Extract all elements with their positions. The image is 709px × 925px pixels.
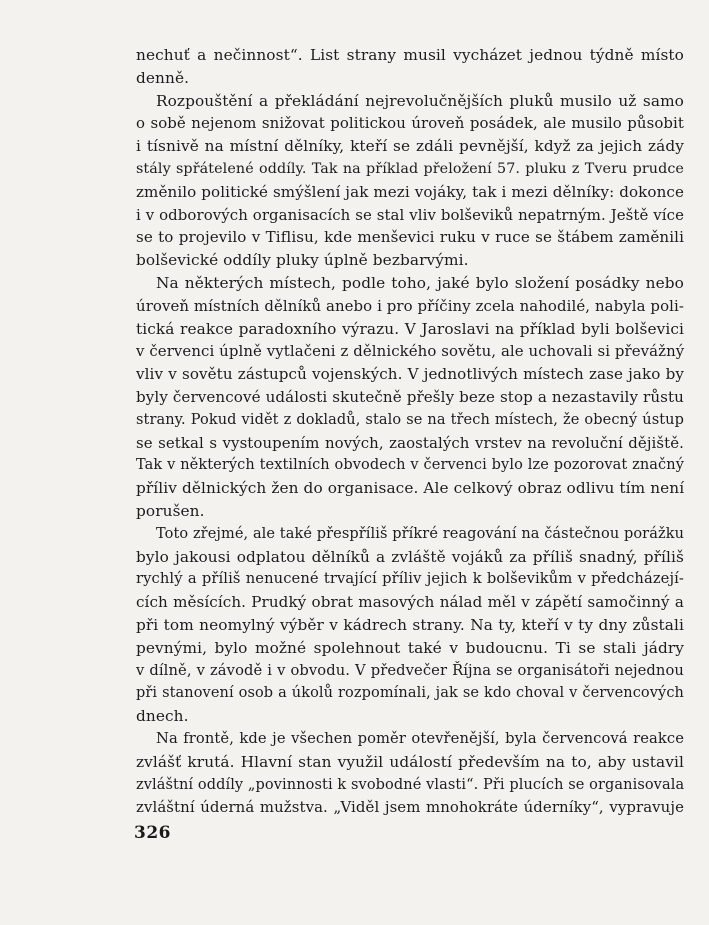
text-line: denně. <box>136 68 190 87</box>
text-line: pevnými, bylo možné spolehnout také v budoucnu. Ti se stali jádry <box>136 638 684 657</box>
text-line: vliv v sovětu zástupců vojenských. V jednotlivých místech zase jako by <box>136 365 684 384</box>
text-line: zvláštní oddíly „povinnosti k svobodné vlasti“. Při plucích se organisovala <box>136 776 685 793</box>
text-line: strany. Pokud vidět z dokladů, stalo se na třech místech, že obecný ústup <box>136 411 684 428</box>
text-line: rychlý a příliš nenucené trvající příliv jejich k bolševikům v předcházejí- <box>136 570 684 588</box>
text-line: o sobě nejenom snižovat politickou úroveň posádek, ale musilo působit <box>136 114 684 133</box>
text-line: Rozpouštění a překládání nejrevolučnějších pluků musilo už samo <box>156 91 684 110</box>
text-line: i v odborových organisacích se stal vliv bolševiků nepatrným. Ještě více <box>136 205 684 224</box>
text-line: stály spřátelené oddíly. Tak na příklad přeložení 57. pluku z Tveru prudce <box>136 160 684 177</box>
text-line: Tak v některých textilních obvodech v červenci bylo lze pozorovat značný <box>136 457 684 474</box>
text-line: porušen. <box>136 501 205 520</box>
text-line: cích měsících. Prudký obrat masových nálad měl v zápětí samočinný a <box>136 593 684 612</box>
text-line: při stanovení osob a úkolů rozpomínali, jak se kdo choval v červencových <box>136 685 684 702</box>
text-line: bylo jakousi odplatou dělníků a zvláště vojáků za příliš snadný, příliš <box>136 547 684 566</box>
text-line: změnilo politické smýšlení jak mezi vojáky, tak i mezi dělníky: dokonce <box>136 182 684 201</box>
text-line: při tom neomylný výběr v kádrech strany. Na ty, kteří v ty dny zůstali <box>136 615 684 634</box>
text-line: úroveň místních dělníků anebo i pro příčiny zcela nahodilé, nabyla poli- <box>136 296 684 315</box>
text-line: nechuť a nečinnost“. List strany musil vycházet jednou týdně místo <box>136 46 684 64</box>
text-line: Na frontě, kde je všechen poměr otevřenější, byla červencová reakce <box>156 729 684 747</box>
text-line: zvláštní úderná mužstva. „Viděl jsem mnohokráte úderníky“, vypravuje <box>136 798 684 817</box>
body-text <box>136 44 684 819</box>
text-line: tická reakce paradoxního výrazu. V Jaroslavi na příklad byli bolševici <box>136 319 684 338</box>
text-line: Toto zřejmé, ale také přespříliš příkré reagování na částečnou porážku <box>156 525 685 542</box>
text-line: se to projevilo v Tiflisu, kde menševici ruku v ruce se štábem zaměnili <box>136 228 684 247</box>
text-line: byly červencové události skutečně přešly beze stop a nezastavily růstu <box>136 387 684 406</box>
text-line: bolševické oddíly pluky úplně bezbarvými. <box>136 251 469 270</box>
text-line: se setkal s vystoupením nových, zaostalých vrstev na revoluční dějiště. <box>136 433 684 452</box>
text-line: v dílně, v závodě i v obvodu. V předvečer Října se organisátoři nejednou <box>136 661 684 679</box>
text-line: zvlášť krutá. Hlavní stan využil událostí především na to, aby ustavil <box>136 752 684 771</box>
text-line: dnech. <box>136 707 189 726</box>
page-number: 326 <box>134 823 171 843</box>
text-line: Na některých místech, podle toho, jaké bylo složení posádky nebo <box>156 273 684 292</box>
text-line: příliv dělnických žen do organisace. Ale celkový obraz odlivu tím není <box>136 479 685 498</box>
text-line: i tísnivě na místní dělníky, kteří se zdáli pevnější, když za jejich zády <box>136 137 684 156</box>
text-line: v červenci úplně vytlačeni z dělnického sovětu, ale uchovali si převážný <box>136 342 685 361</box>
